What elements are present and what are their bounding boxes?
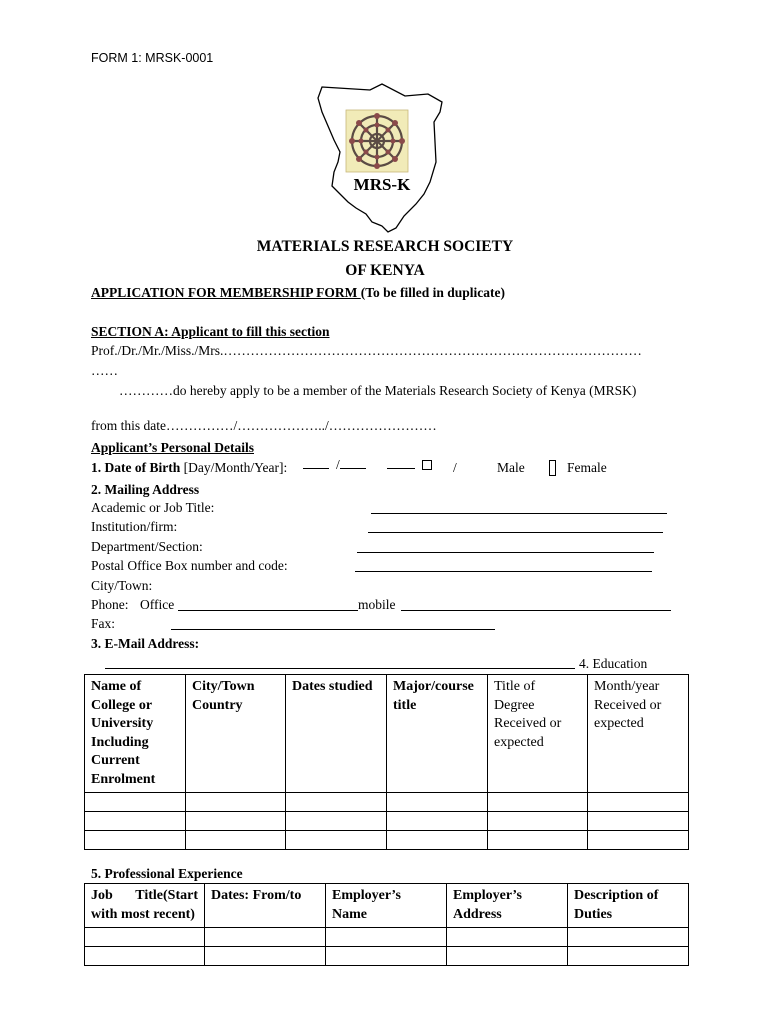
dob-slash: /: [336, 457, 340, 472]
table-cell[interactable]: [326, 947, 447, 966]
edu-header-city-country: [186, 675, 286, 793]
table-cell[interactable]: [447, 947, 568, 966]
table-cell[interactable]: [85, 928, 205, 947]
table-cell[interactable]: [286, 793, 387, 812]
table-cell[interactable]: [488, 793, 588, 812]
table-cell[interactable]: [387, 793, 488, 812]
table-cell[interactable]: [205, 947, 326, 966]
office-label: Office: [140, 597, 175, 612]
job-title-label: Academic or Job Title:: [91, 500, 215, 515]
table-row: [85, 831, 689, 850]
mobile-label: mobile: [358, 597, 396, 612]
table-row: [85, 947, 689, 966]
edu-header-institution-line: Current: [91, 753, 140, 768]
female-checkbox[interactable]: [549, 460, 556, 476]
table-cell[interactable]: [387, 831, 488, 850]
table-cell[interactable]: [85, 947, 205, 966]
table-cell[interactable]: [186, 831, 286, 850]
table-cell[interactable]: [568, 947, 689, 966]
female-label: Female: [567, 460, 607, 475]
edu-header-major: [387, 675, 488, 793]
dob-row: [91, 461, 287, 475]
edu-header-institution: [85, 675, 186, 793]
dob-day-field[interactable]: [303, 468, 329, 469]
institution-field[interactable]: [368, 532, 663, 533]
exp-header-address-line: Address: [453, 906, 502, 922]
table-cell[interactable]: [447, 928, 568, 947]
table-cell[interactable]: [186, 793, 286, 812]
edu-header-institution-line: Name of: [91, 679, 142, 694]
edu-header-major-line: Major/course: [393, 679, 474, 694]
table-cell[interactable]: [568, 928, 689, 947]
section-a-heading: SECTION A: Applicant to fill this section: [91, 324, 330, 339]
table-row: [85, 928, 689, 947]
application-heading: [91, 286, 505, 300]
dob-format: [Day/Month/Year]:: [180, 460, 288, 475]
edu-header-month-year: [588, 675, 689, 793]
edu-header-month-line: Month/year: [594, 679, 660, 694]
exp-header-duties-line: Description of: [574, 888, 659, 903]
fax-field[interactable]: [171, 629, 495, 630]
edu-header-degree-line: Title of: [494, 679, 536, 694]
table-cell[interactable]: [326, 928, 447, 947]
email-field[interactable]: [105, 668, 575, 669]
department-label: Department/Section:: [91, 539, 203, 554]
exp-header-dates: [205, 884, 326, 928]
education-header-row: [85, 675, 689, 793]
title-options-line: Prof./Dr./Mr./Miss./Mrs.…………………………………………………………………………………: [91, 343, 642, 358]
edu-header-degree-line: expected: [494, 734, 544, 750]
exp-header-employer-address: [447, 884, 568, 928]
logo-text: MRS-K: [353, 175, 411, 194]
edu-header-degree: [488, 675, 588, 793]
table-cell[interactable]: [488, 831, 588, 850]
form-id: FORM 1: MRSK-0001: [91, 51, 214, 65]
po-box-field[interactable]: [355, 571, 652, 572]
edu-header-month-line: Received or: [594, 697, 662, 713]
dob-year-field[interactable]: [387, 468, 415, 469]
table-cell[interactable]: [488, 812, 588, 831]
exp-header-address-line: Employer’s: [453, 888, 522, 903]
table-cell[interactable]: [85, 812, 186, 831]
table-cell[interactable]: [588, 831, 689, 850]
application-note: (To be filled in duplicate): [360, 285, 506, 300]
education-table: [84, 674, 689, 850]
table-cell[interactable]: [588, 793, 689, 812]
edu-header-degree-line: Degree: [494, 697, 535, 713]
personal-details-heading: Applicant’s Personal Details: [91, 440, 254, 455]
male-checkbox[interactable]: [422, 460, 432, 470]
male-label: Male: [497, 460, 525, 475]
edu-header-institution-line: College or: [91, 697, 153, 713]
experience-table: [84, 883, 689, 966]
job-title-field[interactable]: [371, 513, 667, 514]
edu-header-major-line: title: [393, 697, 417, 713]
experience-heading: 5. Professional Experience: [91, 866, 243, 881]
table-cell[interactable]: [205, 928, 326, 947]
table-row: [85, 793, 689, 812]
dob-slash-2: /: [453, 460, 457, 475]
exp-header-duties: [568, 884, 689, 928]
institution-label: Institution/firm:: [91, 519, 178, 534]
apply-statement: …………do hereby apply to be a member of the Materials Research Society of Kenya (MRSK): [119, 383, 637, 398]
exp-header-dates-line: Dates: From/to: [211, 888, 302, 903]
edu-header-dates-line: Dates studied: [292, 679, 373, 694]
title-options-line-cont: ……: [91, 363, 118, 378]
po-box-label: Postal Office Box number and code:: [91, 558, 288, 573]
phone-label: Phone:: [91, 597, 129, 612]
from-date-line: from this date……………/………………../……………………: [91, 418, 437, 433]
edu-header-city-line: Country: [192, 697, 243, 713]
table-cell[interactable]: [85, 831, 186, 850]
mobile-phone-field[interactable]: [401, 610, 671, 611]
edu-header-month-line: expected: [594, 716, 644, 731]
exp-header-job-line: with most recent): [91, 906, 195, 922]
edu-header-dates: [286, 675, 387, 793]
org-name-line1: MATERIALS RESEARCH SOCIETY: [256, 238, 514, 255]
table-cell[interactable]: [588, 812, 689, 831]
table-row: [85, 812, 689, 831]
email-heading: 3. E-Mail Address:: [91, 636, 200, 651]
edu-header-institution-line: University: [91, 716, 154, 731]
edu-header-city-line: City/Town: [192, 679, 255, 694]
exp-header-job-title: [85, 884, 205, 928]
edu-header-institution-line: Enrolment: [91, 771, 156, 787]
mailing-address-heading: 2. Mailing Address: [91, 482, 200, 497]
education-heading: 4. Education: [579, 656, 648, 671]
exp-header-employer-name: [326, 884, 447, 928]
table-cell[interactable]: [286, 831, 387, 850]
fax-label: Fax:: [91, 616, 116, 631]
table-cell[interactable]: [387, 812, 488, 831]
department-field[interactable]: [357, 552, 654, 553]
dob-label: 1. Date of Birth: [91, 460, 181, 475]
edu-header-degree-line: Received or: [494, 716, 562, 731]
table-cell[interactable]: [286, 812, 387, 831]
edu-header-institution-line: Including: [91, 734, 149, 750]
office-phone-field[interactable]: [178, 610, 358, 611]
table-cell[interactable]: [85, 793, 186, 812]
dob-month-field[interactable]: [340, 468, 366, 469]
application-title: APPLICATION FOR MEMBERSHIP FORM: [91, 285, 361, 300]
org-name-line2: OF KENYA: [345, 262, 425, 279]
city-label: City/Town:: [91, 578, 153, 593]
experience-header-row: [85, 884, 689, 928]
exp-header-name-line: Name: [332, 906, 367, 922]
exp-header-duties-line: Duties: [574, 906, 613, 922]
exp-header-job-line: Job Title(Start: [91, 888, 198, 903]
exp-header-name-line: Employer’s: [332, 888, 401, 903]
kenya-map-with-buckyball-icon: [310, 82, 450, 240]
table-cell[interactable]: [186, 812, 286, 831]
